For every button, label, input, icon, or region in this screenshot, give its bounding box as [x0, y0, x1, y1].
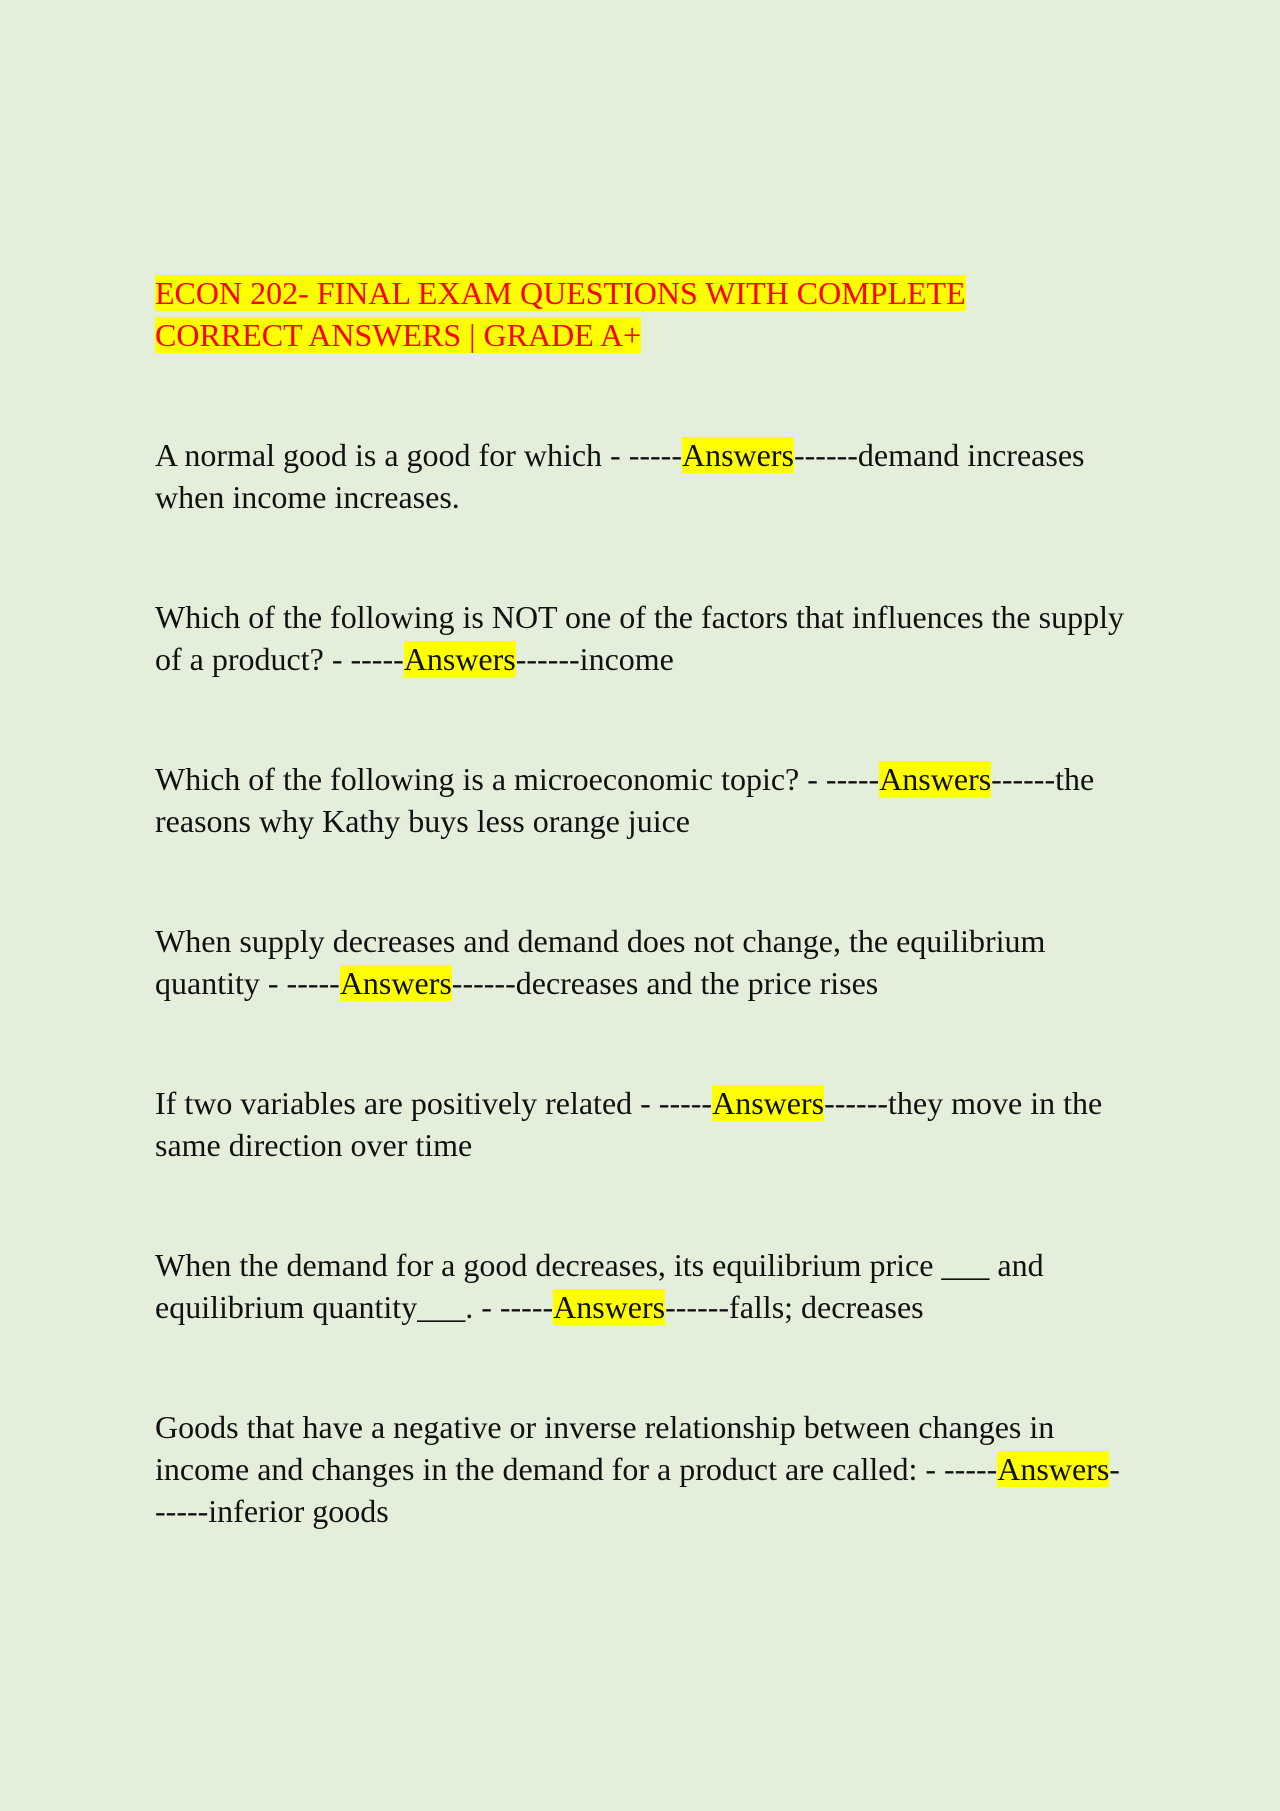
separator-after: ------ — [451, 965, 516, 1001]
separator-before: - ----- — [323, 641, 404, 677]
question-text: Which of the following is NOT one of the factors that influences the supply of a product? — [155, 599, 1124, 677]
question-text: Which of the following is a microeconomic topic? — [155, 761, 800, 797]
document-title — [155, 272, 1130, 356]
separator-after: ------ — [793, 437, 858, 473]
answer-text: income — [579, 641, 674, 677]
question-text: When supply decreases and demand does not change, the equilibrium quantity — [155, 923, 1046, 1001]
qa-item — [155, 1406, 1130, 1532]
answers-label: Answers — [879, 761, 992, 797]
answer-text: inferior goods — [208, 1493, 389, 1529]
question-text: Goods that have a negative or inverse relationship between changes in income and changes in the demand for a product are called: — [155, 1409, 1055, 1487]
qa-item — [155, 434, 1130, 518]
answers-label: Answers — [403, 641, 516, 677]
answers-label: Answers — [997, 1451, 1110, 1487]
question-text: When the demand for a good decreases, its equilibrium price ___ and equilibrium quantity___. — [155, 1247, 1044, 1325]
separator-before: - ----- — [259, 965, 340, 1001]
separator-before: - ----- — [632, 1085, 713, 1121]
separator-before: - ----- — [602, 437, 682, 473]
separator-before: - ----- — [917, 1451, 998, 1487]
separator-after: ------ — [155, 1451, 1120, 1529]
title-line-2: CORRECT ANSWERS | GRADE A+ — [155, 317, 642, 353]
answer-text: demand increases when income increases. — [155, 437, 1085, 515]
separator-after: ------ — [824, 1085, 888, 1121]
answers-label: Answers — [681, 437, 794, 473]
question-text: If two variables are positively related — [155, 1085, 633, 1121]
answer-text: the reasons why Kathy buys less orange juice — [155, 761, 1095, 839]
separator-before: - ----- — [799, 761, 880, 797]
qa-item — [155, 920, 1130, 1004]
document-page — [155, 272, 1130, 1532]
question-text: A normal good is a good for which — [155, 437, 603, 473]
answer-text: they move in the same direction over time — [155, 1085, 1103, 1163]
qa-item — [155, 596, 1130, 680]
separator-after: ------ — [991, 761, 1056, 797]
separator-after: ------ — [665, 1289, 730, 1325]
qa-item — [155, 1082, 1130, 1166]
answers-label: Answers — [712, 1085, 825, 1121]
qa-item — [155, 1244, 1130, 1328]
title-line-1: ECON 202- FINAL EXAM QUESTIONS WITH COMPLETE — [155, 275, 966, 311]
answers-label: Answers — [339, 965, 452, 1001]
answer-text: decreases and the price rises — [515, 965, 879, 1001]
qa-item — [155, 758, 1130, 842]
answers-label: Answers — [553, 1289, 666, 1325]
separator-before: - ----- — [473, 1289, 554, 1325]
separator-after: ------ — [515, 641, 580, 677]
answer-text: falls; decreases — [729, 1289, 924, 1325]
